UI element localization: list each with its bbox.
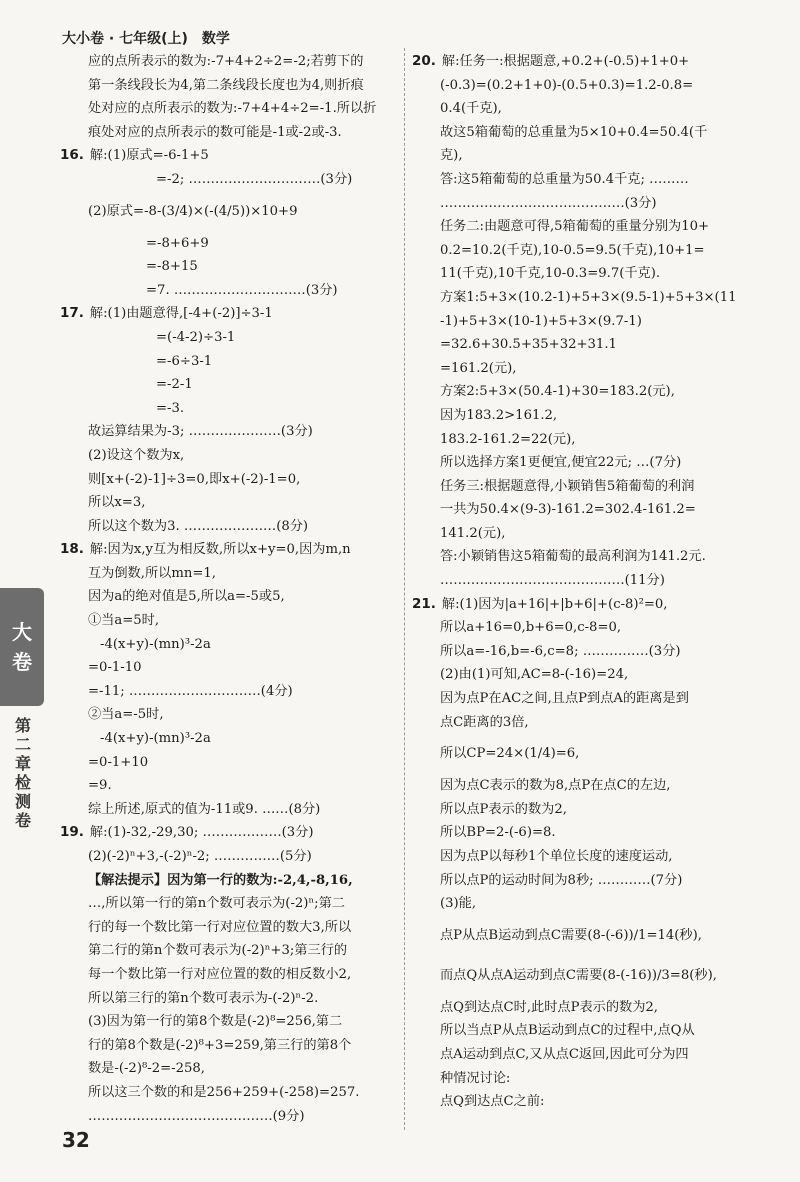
solution-line [60, 373, 400, 397]
solution-line [412, 215, 757, 239]
line-text: 解:(1)原式=-6-1+5 [89, 148, 209, 164]
solution-line [412, 734, 757, 774]
solution-line [412, 286, 757, 310]
solution-line [412, 428, 757, 452]
solution-line [412, 1067, 757, 1091]
solution-line [60, 491, 400, 515]
line-text: 所以a+16=0,b+6=0,c-8=0, [440, 620, 622, 636]
line-text: 一共为50.4×(9-3)-161.2=302.4-161.2= [440, 502, 696, 518]
line-text: 第二行的第n个数可表示为(-2)ⁿ+3;第三行的 [88, 943, 348, 959]
page-header: 大小卷 · 七年级(上) 数学 [62, 31, 230, 47]
solution-line [412, 262, 757, 286]
solution-line [60, 1034, 400, 1058]
question-start-line [60, 538, 400, 562]
solution-line [60, 774, 400, 798]
solution-line [412, 192, 757, 216]
line-text: =-2-1 [156, 377, 193, 393]
line-text: 方案2:5+3×(50.4-1)+30=183.2(元), [440, 384, 675, 400]
line-text: 所以选择方案1更便宜,便宜22元; …(7分) [440, 455, 682, 471]
solution-line [60, 74, 400, 98]
chapter-label-char: 第 [14, 716, 31, 735]
chapter-label-char: 卷 [14, 811, 31, 830]
solution-line [412, 475, 757, 499]
line-text: =0-1-10 [88, 660, 142, 676]
line-text: 因为点C表示的数为8,点P在点C的左边, [440, 778, 671, 794]
line-text: =161.2(元), [440, 360, 517, 376]
solution-line [60, 1105, 400, 1129]
solution-line [60, 397, 400, 421]
line-text: 0.2=10.2(千克),10-0.5=9.5(千克),10+1= [440, 242, 705, 258]
line-text: 第一条线段长为4,第二条线段长度也为4,则折痕 [88, 77, 364, 93]
solution-line [60, 326, 400, 350]
line-text: ②当a=-5时, [88, 707, 164, 723]
line-text: 所以点P表示的数为2, [440, 801, 567, 817]
line-text: =-11; …………………………(4分) [88, 683, 293, 699]
solution-line [60, 727, 400, 751]
line-text: 行的第8个数是(-2)⁸+3=259,第三行的第8个 [88, 1037, 352, 1053]
line-text: 点A运动到点C,又从点C返回,因此可分为四 [440, 1046, 689, 1062]
chapter-label-char: 测 [14, 792, 31, 811]
solution-line [60, 751, 400, 775]
line-text: 故这5箱葡萄的总重量为5×10+0.4=50.4(千 [440, 124, 708, 140]
line-text: (3)能, [440, 896, 477, 912]
line-text: 则[x+(-2)-1]÷3=0,即x+(-2)-1=0, [88, 471, 301, 487]
solution-line [60, 562, 400, 586]
line-text: 解:(1)因为|a+16|+|b+6|+(c-8)²=0, [441, 596, 668, 612]
line-text: (2)由(1)可知,AC=8-(-16)=24, [440, 667, 629, 683]
question-start-line [60, 302, 400, 326]
line-text: 所以第三行的第n个数可表示为-(-2)ⁿ-2. [88, 990, 319, 1006]
solution-line [412, 522, 757, 546]
line-text: 故运算结果为-3; …………………(3分) [88, 424, 313, 440]
solution-line [60, 869, 400, 893]
line-text: 行的每一个数比第一行对应位置的数大3,所以 [88, 919, 352, 935]
question-number: 17. [60, 305, 84, 322]
line-text: 痕处对应的点所表示的数可能是-1或-2或-3. [88, 124, 342, 140]
line-text: =-2; …………………………(3分) [156, 171, 353, 187]
solution-line [412, 1090, 757, 1114]
solution-line [60, 279, 400, 303]
solution-line [60, 168, 400, 192]
solution-line [60, 680, 400, 704]
solution-line [60, 1057, 400, 1081]
solution-line [412, 892, 757, 916]
solution-line [60, 703, 400, 727]
solution-line [60, 798, 400, 822]
solution-line [60, 192, 400, 232]
question-number: 20. [412, 53, 436, 69]
line-text: =32.6+30.5+35+32+31.1 [440, 337, 617, 353]
solution-line [412, 687, 757, 711]
line-text: 因为点P在AC之间,且点P到点A的距离是到 [440, 691, 689, 707]
solution-line [60, 420, 400, 444]
solution-line [412, 916, 757, 956]
solution-line [412, 821, 757, 845]
tab-char: 大 [12, 620, 32, 644]
line-text: 【解法提示】因为第一行的数为:-2,4,-8,16, [88, 872, 353, 888]
line-text: 因为a的绝对值是5,所以a=-5或5, [88, 589, 285, 605]
question-start-line [60, 144, 400, 168]
line-text: 所以点P的运动时间为8秒; …………(7分) [440, 872, 683, 888]
solution-line [412, 121, 757, 145]
line-text: =(-4-2)÷3-1 [156, 329, 236, 345]
line-text: (2)设这个数为x, [88, 447, 185, 463]
tab-char: 卷 [12, 650, 32, 674]
solution-line [60, 892, 400, 916]
line-text: 11(千克),10千克,10-0.3=9.7(千克). [440, 266, 661, 282]
line-text: 互为倒数,所以mn=1, [88, 565, 216, 581]
line-text: 克), [440, 148, 463, 164]
line-text: 点Q到达点C时,此时点P表示的数为2, [440, 999, 658, 1015]
solution-line [412, 845, 757, 869]
line-text: 点P从点B运动到点C需要(8-(-6))/1=14(秒), [440, 927, 702, 943]
solution-line [412, 168, 757, 192]
solution-line [412, 239, 757, 263]
line-text: 183.2-161.2=22(元), [440, 431, 576, 447]
solution-line [412, 97, 757, 121]
line-text: 所以x=3, [88, 495, 146, 511]
line-text: =7. …………………………(3分) [146, 282, 338, 298]
solution-line [412, 569, 757, 593]
line-text: 任务三:根据题意得,小颖销售5箱葡萄的利润 [440, 478, 695, 494]
question-number: 16. [60, 147, 84, 164]
line-text: 点C距离的3倍, [440, 714, 529, 730]
solution-line [60, 350, 400, 374]
solution-line [412, 711, 757, 735]
solution-line [60, 444, 400, 468]
line-text: =9. [88, 778, 112, 794]
solution-line [412, 640, 757, 664]
solution-line [60, 232, 400, 256]
solution-line [60, 963, 400, 987]
line-text: 解:(1)由题意得,[-4+(-2)]÷3-1 [89, 306, 273, 322]
solution-line [60, 1081, 400, 1105]
line-text: -4(x+y)-(mn)³-2a [100, 731, 211, 747]
line-text: -4(x+y)-(mn)³-2a [100, 636, 211, 652]
line-text: (2)(-2)ⁿ+3,-(-2)ⁿ-2; ……………(5分) [88, 849, 312, 864]
right-column [412, 50, 757, 1114]
line-text: 0.4(千克), [440, 101, 502, 117]
question-start-line [60, 821, 400, 845]
solution-line [412, 545, 757, 569]
left-column [60, 50, 400, 1128]
solution-line [60, 939, 400, 963]
solution-line [60, 987, 400, 1011]
solution-line [60, 916, 400, 940]
line-text: (3)因为第一行的第8个数是(-2)⁸=256,第二 [88, 1014, 343, 1030]
solution-line [412, 498, 757, 522]
line-text: 所以当点P从点B运动到点C的过程中,点Q从 [440, 1023, 695, 1039]
line-text: ①当a=5时, [88, 613, 160, 629]
solution-line [60, 121, 400, 145]
line-text: =-6÷3-1 [156, 353, 213, 369]
line-text: 答:小颖销售这5箱葡萄的最高利润为141.2元. [440, 549, 706, 565]
line-text: -1)+5+3×(10-1)+5+3×(9.7-1) [440, 313, 642, 329]
line-text: 方案1:5+3×(10.2-1)+5+3×(9.5-1)+5+3×(11 [440, 289, 737, 305]
line-text: 所以CP=24×(1/4)=6, [440, 746, 580, 762]
solution-line [412, 404, 757, 428]
solution-line [412, 1019, 757, 1043]
page-number: 32 [62, 1128, 90, 1152]
question-start-line [412, 593, 757, 617]
line-text: =0-1+10 [88, 754, 149, 770]
line-text: (2)原式=-8-(3/4)×(-(4/5))×10+9 [88, 203, 298, 219]
line-text: ……………………………………(9分) [88, 1108, 305, 1124]
solution-line [60, 97, 400, 121]
solution-line [412, 869, 757, 893]
line-text: 解:任务一:根据题意,+0.2+(-0.5)+1+0+ [441, 54, 690, 69]
line-text: 应的点所表示的数为:-7+4+2÷2=-2;若剪下的 [88, 54, 364, 69]
solution-line [412, 956, 757, 996]
solution-line [412, 798, 757, 822]
line-text: 每一个数比第一行对应位置的数的相反数小2, [88, 966, 352, 982]
line-text: 解:(1)-32,-29,30; ………………(3分) [89, 825, 314, 841]
solution-line [412, 310, 757, 334]
solution-line [60, 255, 400, 279]
chapter-label-char: 二 [14, 735, 31, 754]
solution-line [412, 380, 757, 404]
question-number: 21. [412, 595, 436, 612]
solution-line [412, 663, 757, 687]
line-text: 数是-(-2)⁸-2=-258, [88, 1061, 205, 1077]
solution-line [60, 633, 400, 657]
line-text: =-8+6+9 [146, 235, 209, 251]
solution-line [412, 74, 757, 98]
line-text: …,所以第一行的第n个数可表示为(-2)ⁿ;第二 [88, 896, 345, 912]
chapter-label-char: 章 [14, 754, 31, 773]
line-text: 任务二:由题意可得,5箱葡萄的重量分别为10+ [440, 219, 710, 235]
solution-line [412, 144, 757, 168]
solution-line [60, 609, 400, 633]
line-text: 种情况讨论: [440, 1070, 511, 1086]
line-text: 因为点P以每秒1个单位长度的速度运动, [440, 849, 673, 864]
solution-line [60, 585, 400, 609]
line-text: ……………………………………(3分) [440, 195, 657, 211]
solution-line [412, 774, 757, 798]
line-text: ……………………………………(11分) [440, 573, 665, 589]
question-number: 19. [60, 824, 84, 841]
solution-line [412, 333, 757, 357]
line-text: 所以这三个数的和是256+259+(-258)=257. [88, 1084, 360, 1100]
line-text: 所以BP=2-(-6)=8. [440, 825, 556, 841]
solution-line [60, 656, 400, 680]
line-text: 141.2(元), [440, 525, 506, 541]
line-text: 解:因为x,y互为相反数,所以x+y=0,因为m,n [89, 542, 351, 558]
line-text: 所以这个数为3. …………………(8分) [88, 518, 309, 534]
column-divider [404, 48, 405, 1130]
solution-line [412, 1043, 757, 1067]
chapter-tab [0, 588, 44, 706]
solution-line [412, 996, 757, 1020]
solution-line [412, 616, 757, 640]
solution-line [60, 515, 400, 539]
line-text: 因为183.2>161.2, [440, 407, 558, 423]
chapter-label-char: 检 [14, 773, 31, 792]
line-text: 处对应的点所表示的数为:-7+4+4÷2=-1.所以折 [88, 101, 377, 117]
line-text: =-3. [156, 400, 185, 416]
line-text: (-0.3)=(0.2+1+0)-(0.5+0.3)=1.2-0.8= [440, 77, 694, 93]
solution-line [60, 468, 400, 492]
question-number: 18. [60, 541, 84, 558]
line-text: 所以a=-16,b=-6,c=8; ……………(3分) [440, 643, 681, 659]
question-start-line [412, 50, 757, 74]
line-text: =-8+15 [146, 259, 198, 275]
line-text: 而点Q从点A运动到点C需要(8-(-16))/3=8(秒), [440, 967, 717, 983]
solution-line [60, 1010, 400, 1034]
solution-line [60, 50, 400, 74]
line-text: 点Q到达点C之前: [440, 1094, 545, 1110]
chapter-label [10, 716, 36, 830]
line-text: 综上所述,原式的值为-11或9. ……(8分) [88, 801, 321, 817]
solution-line [412, 451, 757, 475]
solution-line [412, 357, 757, 381]
solution-line [60, 845, 400, 869]
line-text: 答:这5箱葡萄的总重量为50.4千克; ……… [440, 171, 689, 187]
